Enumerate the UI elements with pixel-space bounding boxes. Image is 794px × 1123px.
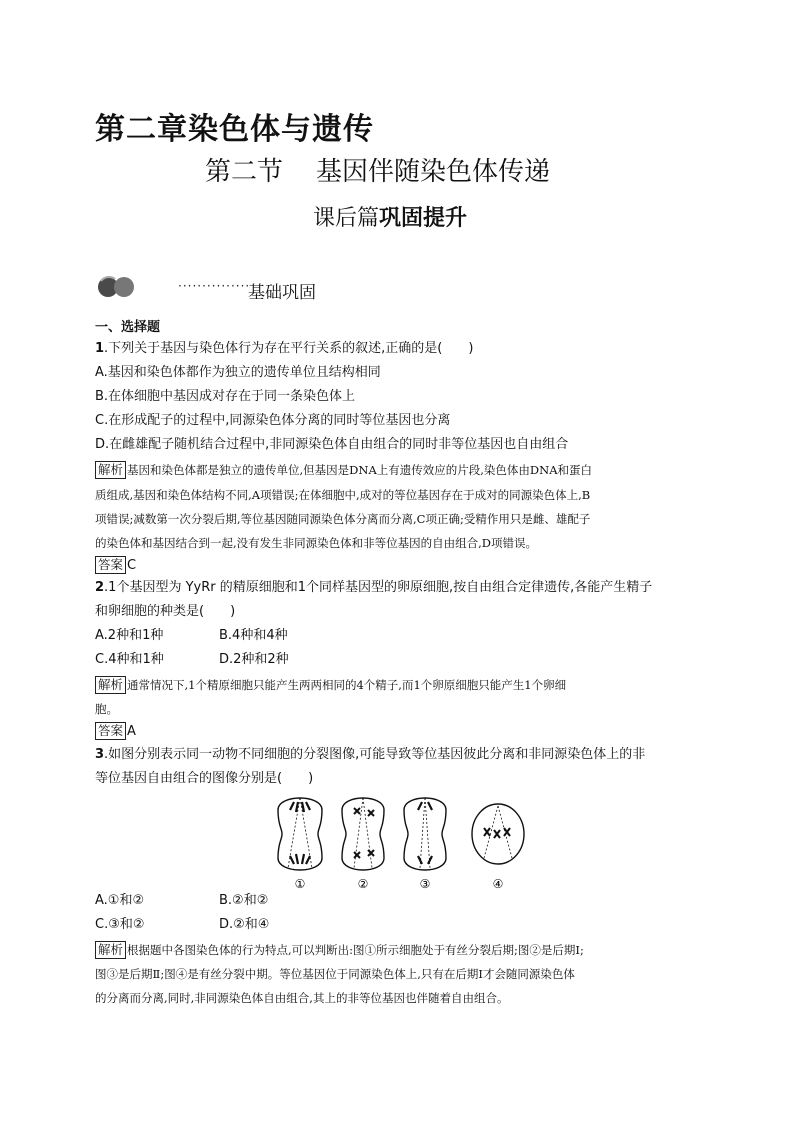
figure-label-2: ② [357,877,369,891]
q1-option-a: A.基因和染色体都作为独立的遗传单位且结构相同 [95,365,381,380]
q1-analysis-line: 解析 基因和染色体都是独立的遗传单位,但基因是DNA上有遗传效应的片段,染色体由DNA和蛋白 [95,460,592,480]
analysis-tag: 解析 [95,941,126,959]
q2-stem-cont: 和卵细胞的种类是( ) [95,604,236,619]
sub-title-plain: 课后篇 [313,206,380,231]
q2-option-d: D.2种和2种 [219,652,289,667]
q2-option-b: B.4种和4种 [219,628,288,643]
cell-4-metaphase-mitosis [472,804,524,864]
q3-option-d: D.②和④ [219,917,270,932]
q1-option-d: D.在雌雄配子随机结合过程中,非同源染色体自由组合的同时非等位基因也自由组合 [95,437,569,452]
q3-option-b: B.②和② [219,893,269,908]
q2-option-a: A.2种和1种 [95,628,164,643]
cell-2-anaphase-one [342,798,384,870]
answer-tag: 答案 [95,556,126,574]
chapter-title: 第二章染色体与遗传 [95,112,374,147]
section-title: 第二节 基因伴随染色体传递 [205,157,551,187]
figure-label-3: ③ [419,877,431,891]
q3-analysis-line: 图③是后期Ⅱ;图④是有丝分裂中期。等位基因位于同源染色体上,只有在后期Ⅰ才会随同源染色体 [95,967,575,981]
q3-stem-cont: 等位基因自由组合的图像分别是( ) [95,771,314,786]
q2-number: 2 [95,580,105,595]
analysis-tag: 解析 [95,461,126,479]
section-circles-icon [95,276,141,298]
dotted-leader: ··············· [178,279,251,293]
q2-analysis-line: 胞。 [95,702,118,716]
q3-number: 3 [95,747,105,762]
q1-number: 1 [95,341,105,356]
q1-analysis-line: 项错误;减数第一次分裂后期,等位基因随同源染色体分离而分离,C项正确;受精作用只是雌、雄配子 [95,512,591,526]
q1-option-c: C.在形成配子的过程中,同源染色体分离的同时等位基因也分离 [95,413,451,428]
cell-division-figure [270,792,526,892]
sub-title [313,201,467,232]
q3-analysis-line: 的分离而分离,同时,非同源染色体自由组合,其上的非等位基因也伴随着自由组合。 [95,991,509,1005]
figure-label-4: ④ [492,877,504,891]
q1-option-b: B.在体细胞中基因成对存在于同一条染色体上 [95,389,356,404]
cell-1-anaphase-mitosis [278,798,322,870]
q3-options-row [95,891,343,911]
q3-analysis-line: 解析 根据题中各图染色体的行为特点,可以判断出:图①所示细胞处于有丝分裂后期;图②是后期Ⅰ; [95,940,584,960]
q1-analysis-line: 质组成,基因和染色体结构不同,A项错误;在体细胞中,成对的等位基因存在于成对的同源染色体上,B [95,488,591,502]
section-label: 基础巩固 [248,283,316,303]
q3-stem: 3.如图分别表示同一动物不同细胞的分裂图像,可能导致等位基因彼此分离和非同源染色体上的非 [95,747,646,762]
q2-analysis-line: 解析 通常情况下,1个精原细胞只能产生两两相同的4个精子,而1个卵原细胞只能产生1个卵细 [95,675,566,695]
q1-stem: 1.下列关于基因与染色体行为存在平行关系的叙述,正确的是( ) [95,341,474,356]
q2-options-row [95,650,343,670]
q2-options-row [95,626,343,646]
q3-option-c: C.③和② [95,917,145,932]
q3-option-a: A.①和② [95,893,145,908]
analysis-tag: 解析 [95,676,126,694]
q1-analysis-line: 的染色体和基因结合到一起,没有发生非同源染色体和非等位基因的自由组合,D项错误。 [95,536,538,550]
part-heading: 一、选择题 [95,320,161,335]
q2-stem: 2.1个基因型为 YyRr 的精原细胞和1个同样基因型的卵原细胞,按自由组合定律遗传,各能产生精子 [95,580,653,595]
q3-options-row [95,915,343,935]
figure-label-1: ① [294,877,306,891]
answer-tag: 答案 [95,722,126,740]
q1-answer: 答案 C [95,556,136,576]
q2-answer: 答案 A [95,722,136,742]
sub-title-bold: 巩固提升 [379,206,468,231]
cell-3-anaphase-two [404,798,446,870]
q2-option-c: C.4种和1种 [95,652,164,667]
